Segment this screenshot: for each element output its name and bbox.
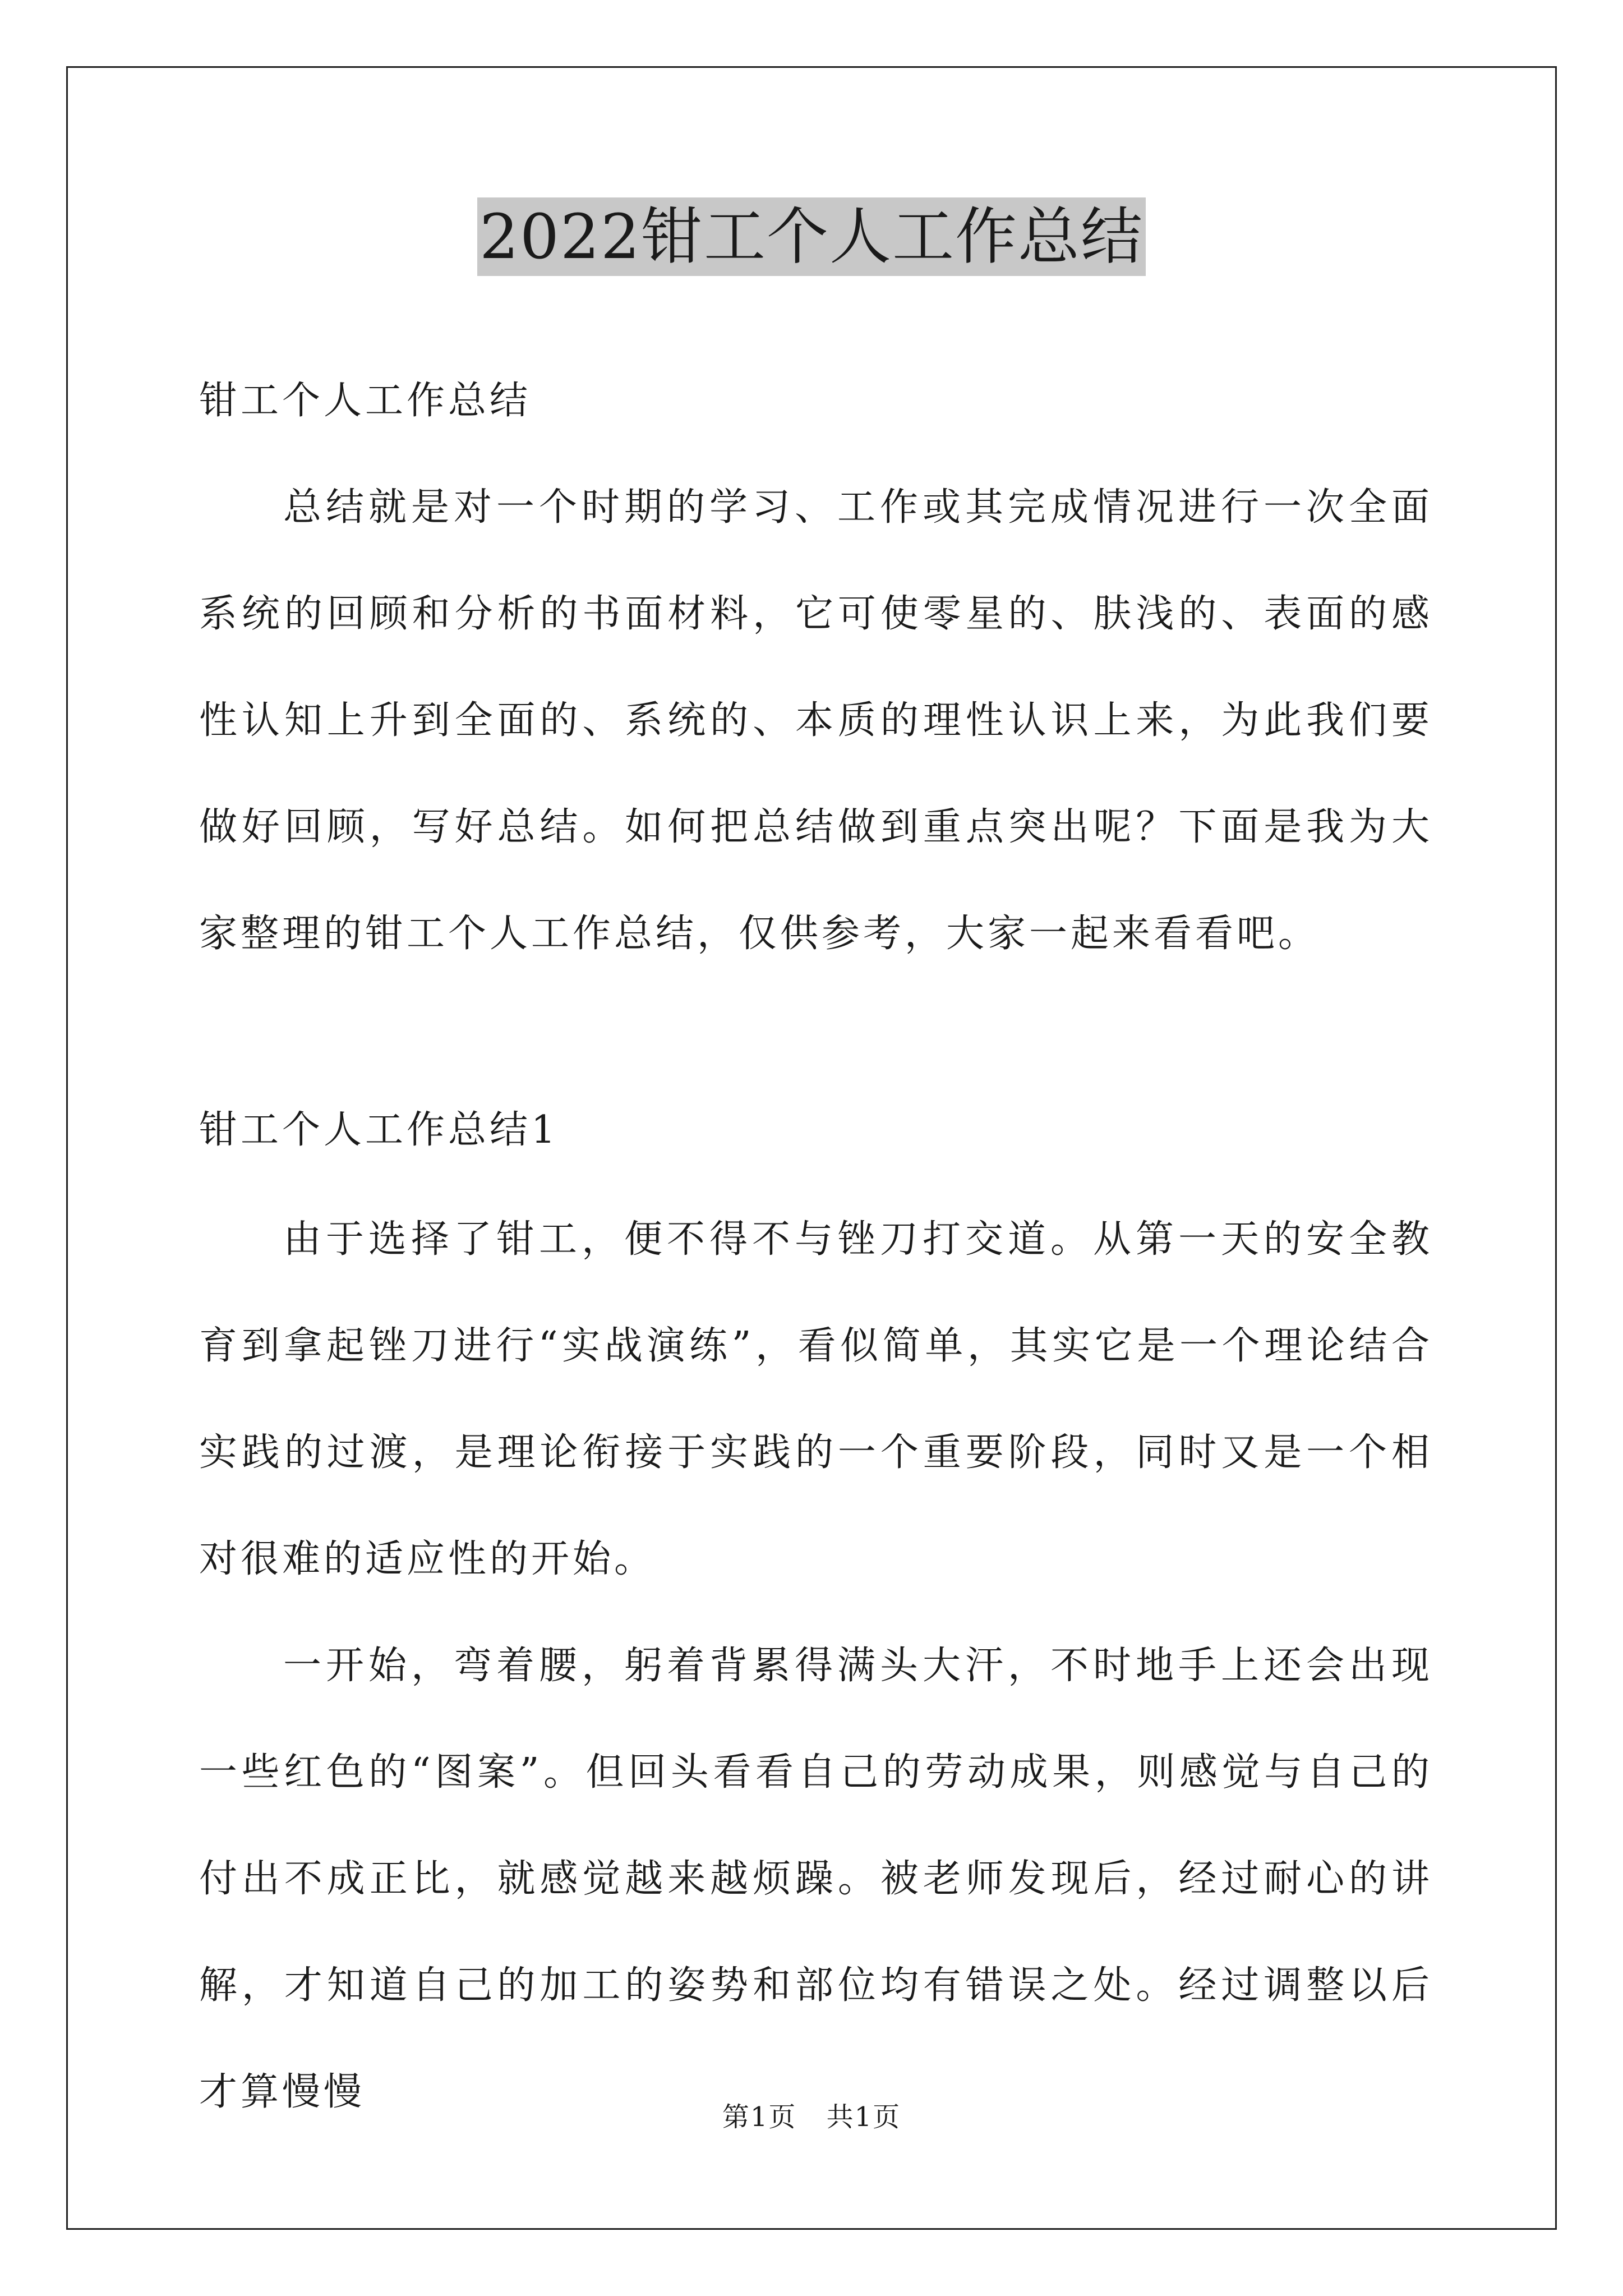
- body-paragraph-1: 由于选择了钳工，便不得不与锉刀打交道。从第一天的安全教育到拿起锉刀进行“实战演练”，看似简单，其实它是一个理论结合实践的过渡，是理论衔接于实践的一个重要阶段，同时又是一个相对很难的适应性的开始。: [199, 1217, 1433, 1581]
- intro-paragraph: 总结就是对一个时期的学习、工作或其完成情况进行一次全面系统的回顾和分析的书面材料，它可使零星的、肤浅的、表面的感性认知上升到全面的、系统的、本质的理性认识上来，为此我们要做好回顾，写好总结。如何把总结做到重点突出呢？下面是我为大家整理的钳工个人工作总结，仅供参考，大家一起来看看吧。: [199, 485, 1433, 956]
- title-container: [0, 197, 1623, 276]
- page-number-total: 共1页: [826, 2101, 901, 2133]
- page-number-current: 第1页: [722, 2101, 797, 2133]
- section-heading: 钳工个人工作总结1: [199, 1108, 559, 1152]
- page-footer: [0, 2095, 1623, 2134]
- document-title: 2022钳工个人工作总结: [477, 197, 1146, 276]
- body-paragraph-2: 一开始，弯着腰，躬着背累得满头大汗，不时地手上还会出现一些红色的“图案”。但回头看看自己的劳动成果，则感觉与自己的付出不成正比，就感觉越来越烦躁。被老师发现后，经过耐心的讲解，才知道自己的加工的姿势和部位均有错误之处。经过调整以后才算慢慢: [199, 1644, 1433, 2114]
- document-subtitle: 钳工个人工作总结: [199, 379, 532, 423]
